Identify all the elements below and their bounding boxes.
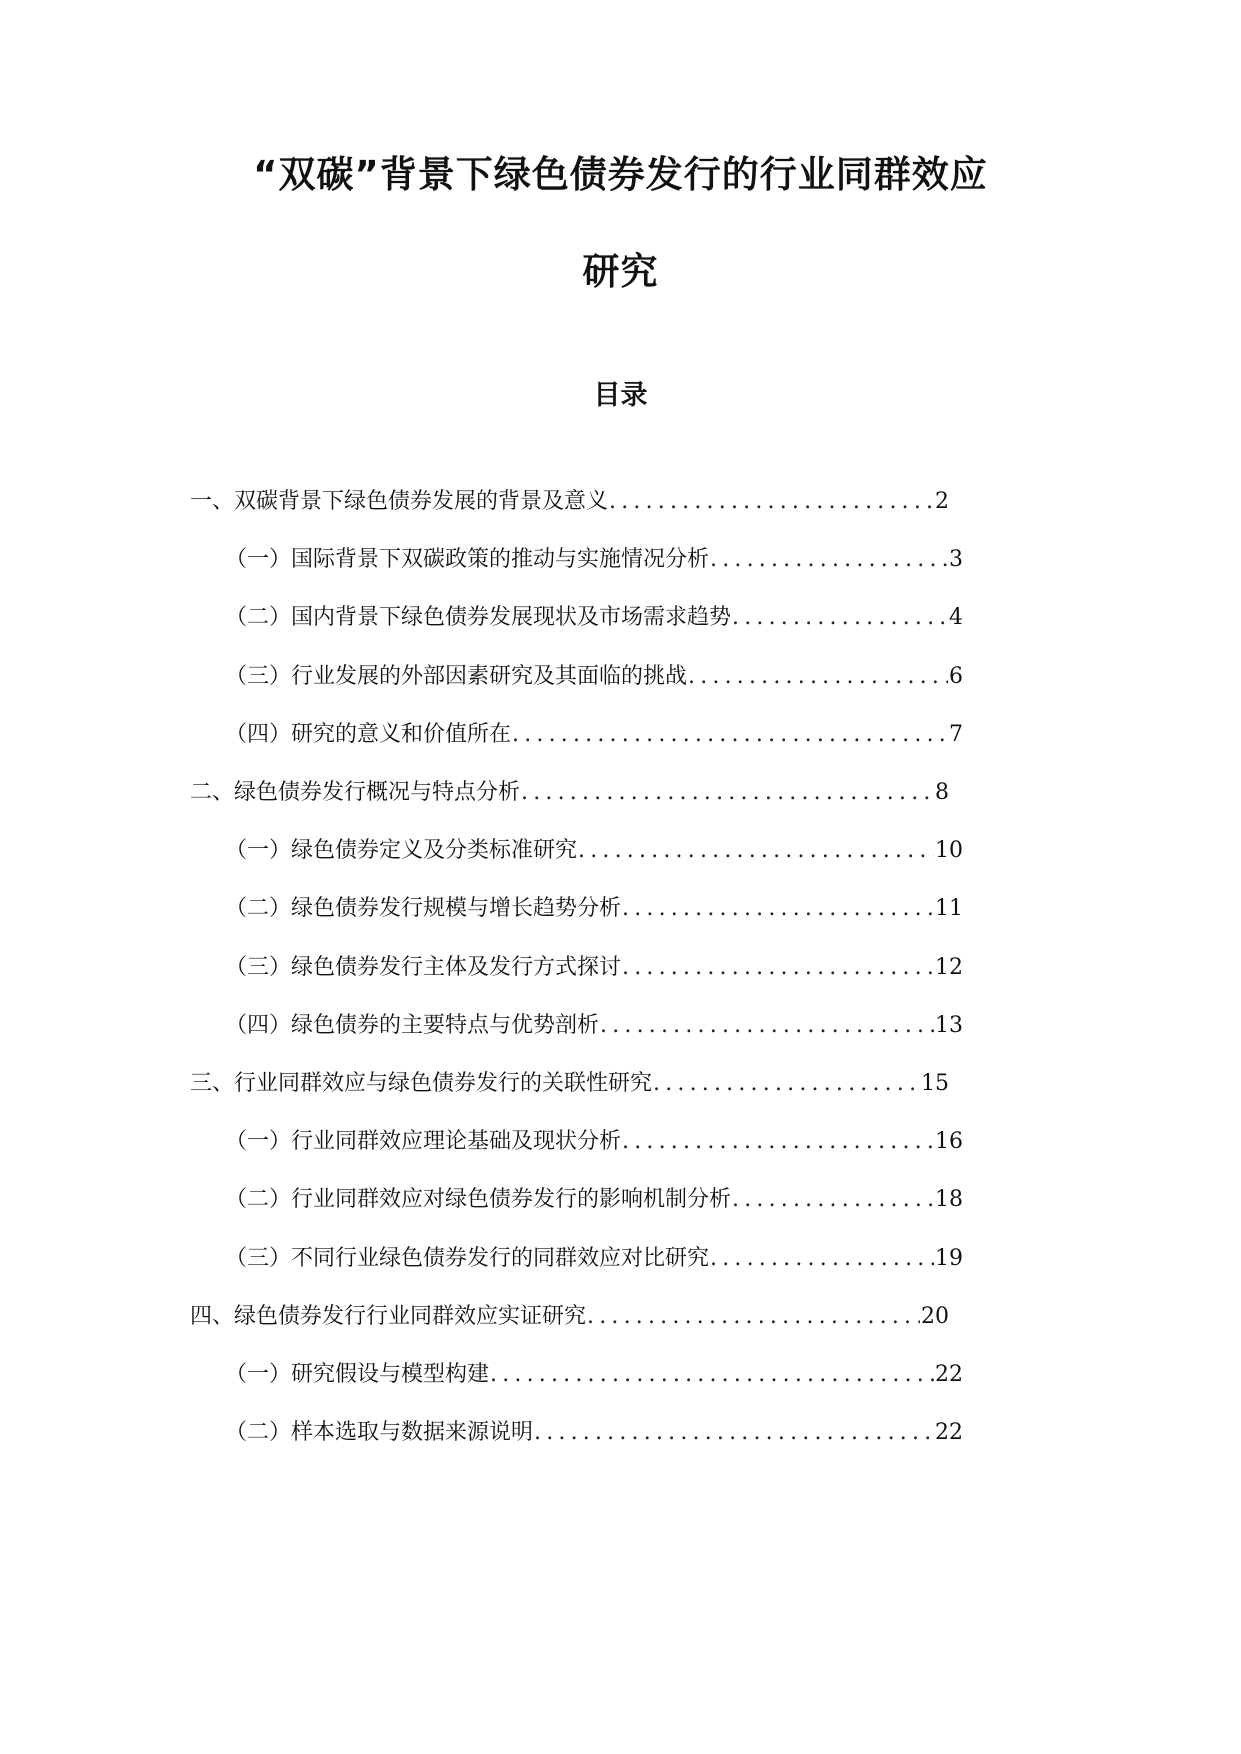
toc-entry-text: （一）行业同群效应理论基础及现状分析 (225, 1129, 622, 1155)
toc-dot-leader (490, 1358, 934, 1392)
toc-entry-page-number: 8 (935, 780, 949, 805)
toc-dot-leader (710, 543, 948, 577)
toc-dot-leader (534, 1416, 934, 1450)
toc-entry[interactable] (225, 892, 963, 926)
toc-entry-page-number: 15 (921, 1071, 949, 1096)
toc-entry[interactable] (225, 1358, 963, 1392)
toc-dot-leader (710, 1242, 934, 1276)
toc-entry-text: （二）绿色债券发行规模与增长趋势分析 (225, 896, 622, 922)
toc-entry-page-number: 11 (935, 896, 963, 922)
toc-entry-page-number: 10 (935, 838, 963, 864)
toc-heading: 目录 (593, 380, 648, 411)
toc-entry-text: （一）研究假设与模型构建 (225, 1362, 490, 1387)
toc-entry-page-number: 7 (949, 721, 963, 747)
toc-entry[interactable] (225, 1183, 963, 1217)
toc-entry-page-number: 22 (935, 1420, 963, 1446)
toc-dot-leader (512, 718, 948, 752)
toc-entry[interactable] (190, 1067, 949, 1101)
toc-entry-page-number: 18 (935, 1187, 963, 1213)
toc-entry-text: （三）行业发展的外部因素研究及其面临的挑战 (225, 663, 688, 689)
toc-entry[interactable] (225, 660, 963, 694)
toc-dot-leader (521, 776, 934, 810)
toc-entry-text: 一、双碳背景下绿色债券发展的背景及意义 (190, 489, 609, 514)
toc-entry[interactable] (225, 1125, 963, 1159)
toc-dot-leader (622, 951, 934, 985)
toc-entry-text: （三）不同行业绿色债券发行的同群效应对比研究 (225, 1245, 710, 1271)
toc-entry[interactable] (225, 1242, 963, 1276)
toc-entry[interactable] (225, 1009, 963, 1043)
toc-entry-page-number: 13 (935, 1012, 963, 1038)
toc-entry[interactable] (225, 718, 963, 752)
toc-entry-text: 四、绿色债券发行行业同群效应实证研究 (190, 1303, 587, 1329)
toc-dot-leader (578, 834, 934, 868)
toc-entry-text: （三）绿色债券发行主体及发行方式探讨 (225, 954, 622, 980)
toc-dot-leader (587, 1300, 920, 1334)
toc-entry[interactable] (225, 834, 963, 868)
toc-entry[interactable] (190, 485, 949, 519)
toc-dot-leader (653, 1067, 920, 1101)
toc-entry[interactable] (225, 951, 963, 985)
document-title-line1: “双碳”背景下绿色债券发行的行业同群效应 (253, 153, 988, 196)
toc-entry[interactable] (225, 601, 963, 635)
toc-entry-page-number: 20 (921, 1303, 949, 1329)
toc-dot-leader (688, 660, 948, 694)
document-title-line2: 研究 (582, 250, 659, 293)
toc-dot-leader (732, 1183, 934, 1217)
toc-entry-text: （一）绿色债券定义及分类标准研究 (225, 838, 578, 864)
toc-entry-page-number: 16 (935, 1129, 963, 1155)
toc-entry-page-number: 22 (935, 1362, 963, 1387)
toc-entry-page-number: 12 (935, 954, 963, 980)
toc-entry[interactable] (190, 776, 949, 810)
toc-entry-text: 二、绿色债券发行概况与特点分析 (190, 780, 521, 805)
toc-entry-text: （二）样本选取与数据来源说明 (225, 1420, 534, 1446)
toc-entry[interactable] (225, 1416, 963, 1450)
toc-dot-leader (622, 892, 934, 926)
toc-dot-leader (600, 1009, 934, 1043)
toc-entry-text: （二）国内背景下绿色债券发展现状及市场需求趋势 (225, 605, 732, 631)
toc-entry-page-number: 4 (949, 605, 963, 631)
toc-entry[interactable] (225, 543, 963, 577)
toc-entry-text: （四）研究的意义和价值所在 (225, 721, 512, 747)
toc-entry-page-number: 6 (949, 663, 963, 689)
toc-dot-leader (609, 485, 934, 519)
toc-entry-page-number: 3 (949, 547, 963, 573)
toc-dot-leader (622, 1125, 934, 1159)
toc-entry-page-number: 19 (935, 1245, 963, 1271)
toc-entry-page-number: 2 (935, 489, 949, 514)
toc-entry-text: （一）国际背景下双碳政策的推动与实施情况分析 (225, 547, 710, 573)
toc-entry-text: 三、行业同群效应与绿色债券发行的关联性研究 (190, 1071, 653, 1096)
toc-entry-text: （二）行业同群效应对绿色债券发行的影响机制分析 (225, 1187, 732, 1213)
toc-entry[interactable] (190, 1300, 949, 1334)
toc-dot-leader (732, 601, 948, 635)
toc-entry-text: （四）绿色债券的主要特点与优势剖析 (225, 1012, 600, 1038)
